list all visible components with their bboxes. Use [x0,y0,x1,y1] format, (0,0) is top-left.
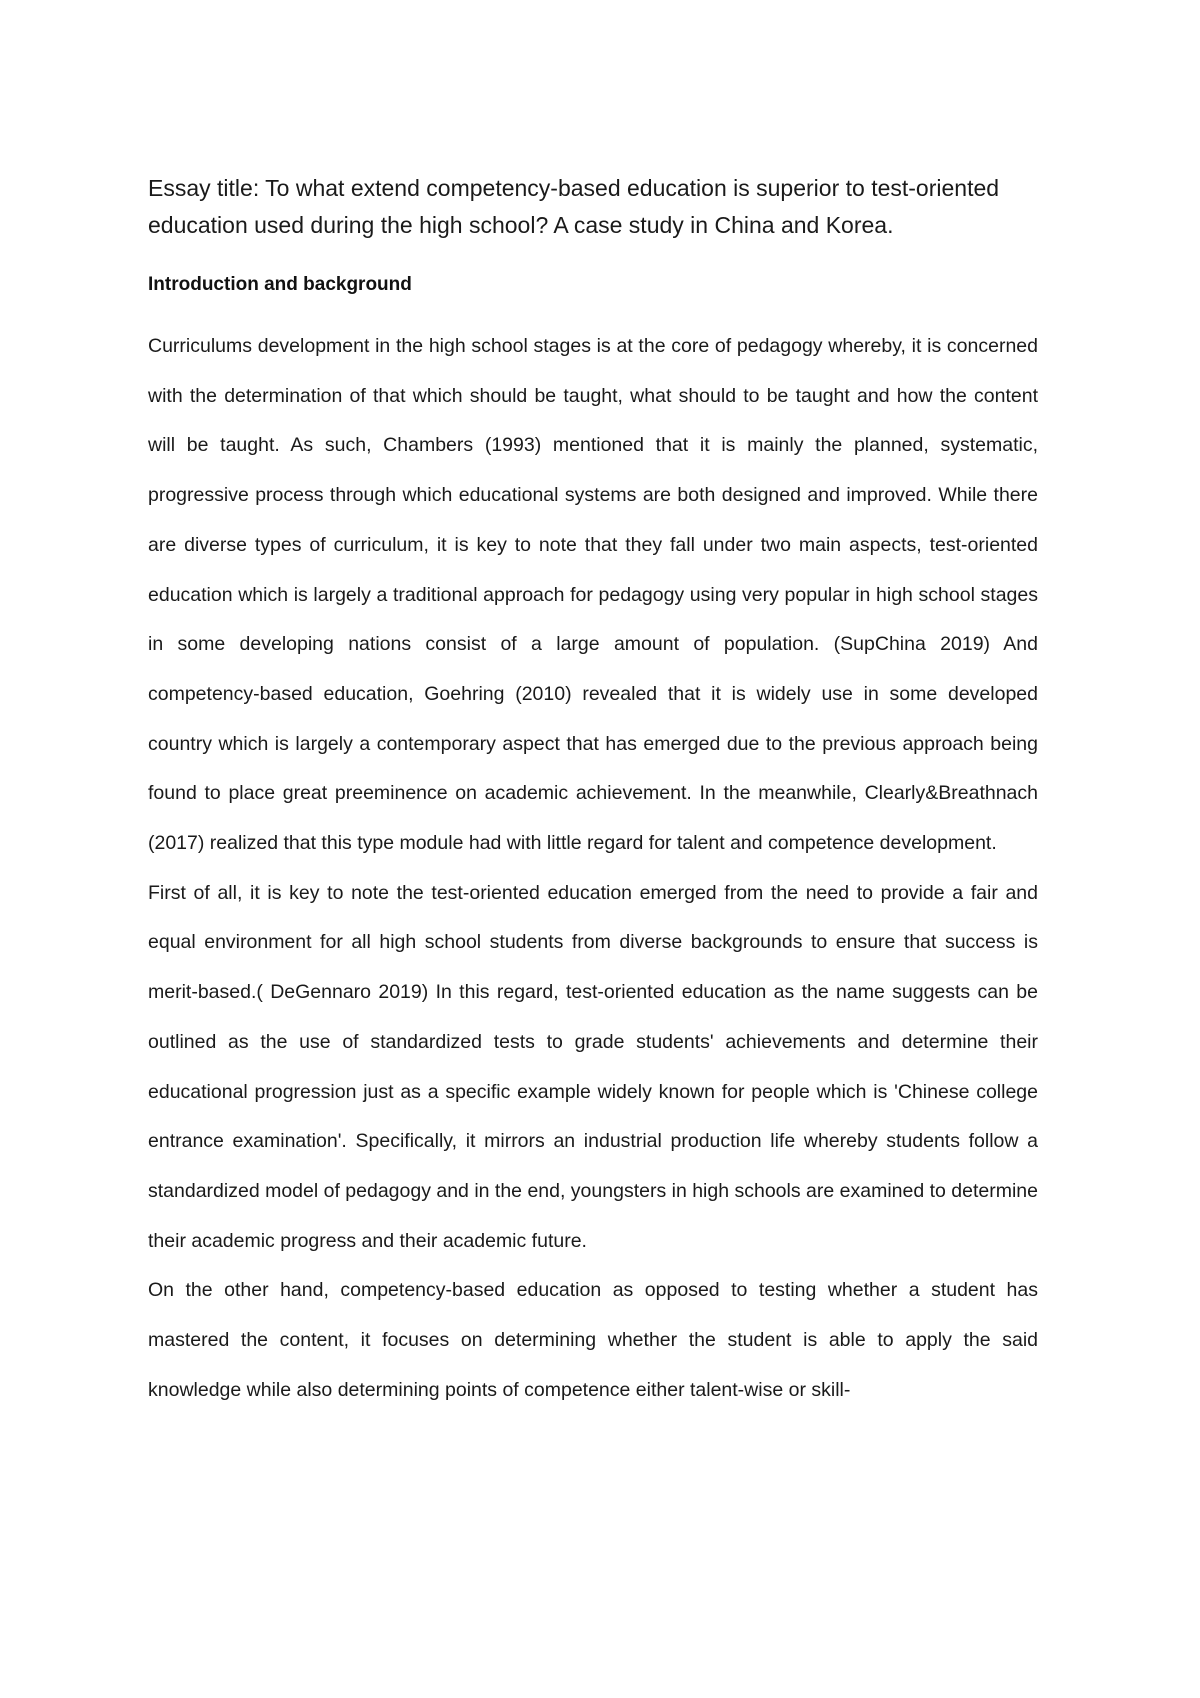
document-body [148,170,1038,1415]
paragraph-2: First of all, it is key to note the test-oriented education emerged from the need to provide a fair and equal environment for all high school students from diverse backgrounds to ensure that success is merit-based.( DeGennaro 2019) In this regard, test-oriented education as the name suggests can be outlined as the use of standardized tests to grade students' achievements and determine their educational progression just as a specific example widely known for people which is 'Chinese college entrance examination'. Specifically, it mirrors an industrial production life whereby students follow a standardized model of pedagogy and in the end, youngsters in high schools are examined to determine their academic progress and their academic future. [148,881,1038,1252]
essay-title: Essay title: To what extend competency-based education is superior to test-oriented education used during the high school? A case study in China and Korea. [148,175,1000,238]
paragraph-1: Curriculums development in the high school stages is at the core of pedagogy whereby, it is concerned with the determination of that which should be taught, what should to be taught and how the content will be taught. As such, Chambers (1993) mentioned that it is mainly the planned, systematic, progressive process through which educational systems are both designed and improved. While there are diverse types of curriculum, it is key to note that they fall under two main aspects, test-oriented education which is largely a traditional approach for pedagogy using very popular in high school stages in some developing nations consist of a large amount of population. (SupChina 2019) And competency-based education, Goehring (2010) revealed that it is widely use in some developed country which is largely a contemporary aspect that has emerged due to the previous approach being found to place great preeminence on academic achievement. In the meanwhile, Clearly&Breathnach (2017) realized that this type module had with little regard for talent and competence development. [148,335,1038,855]
section-heading: Introduction and background [148,274,412,295]
paragraph-3: On the other hand, competency-based education as opposed to testing whether a student has mastered the content, it focuses on determining whether the student is able to apply the said knowledge while also determining points of competence either talent-wise or skill- [148,1279,1038,1401]
